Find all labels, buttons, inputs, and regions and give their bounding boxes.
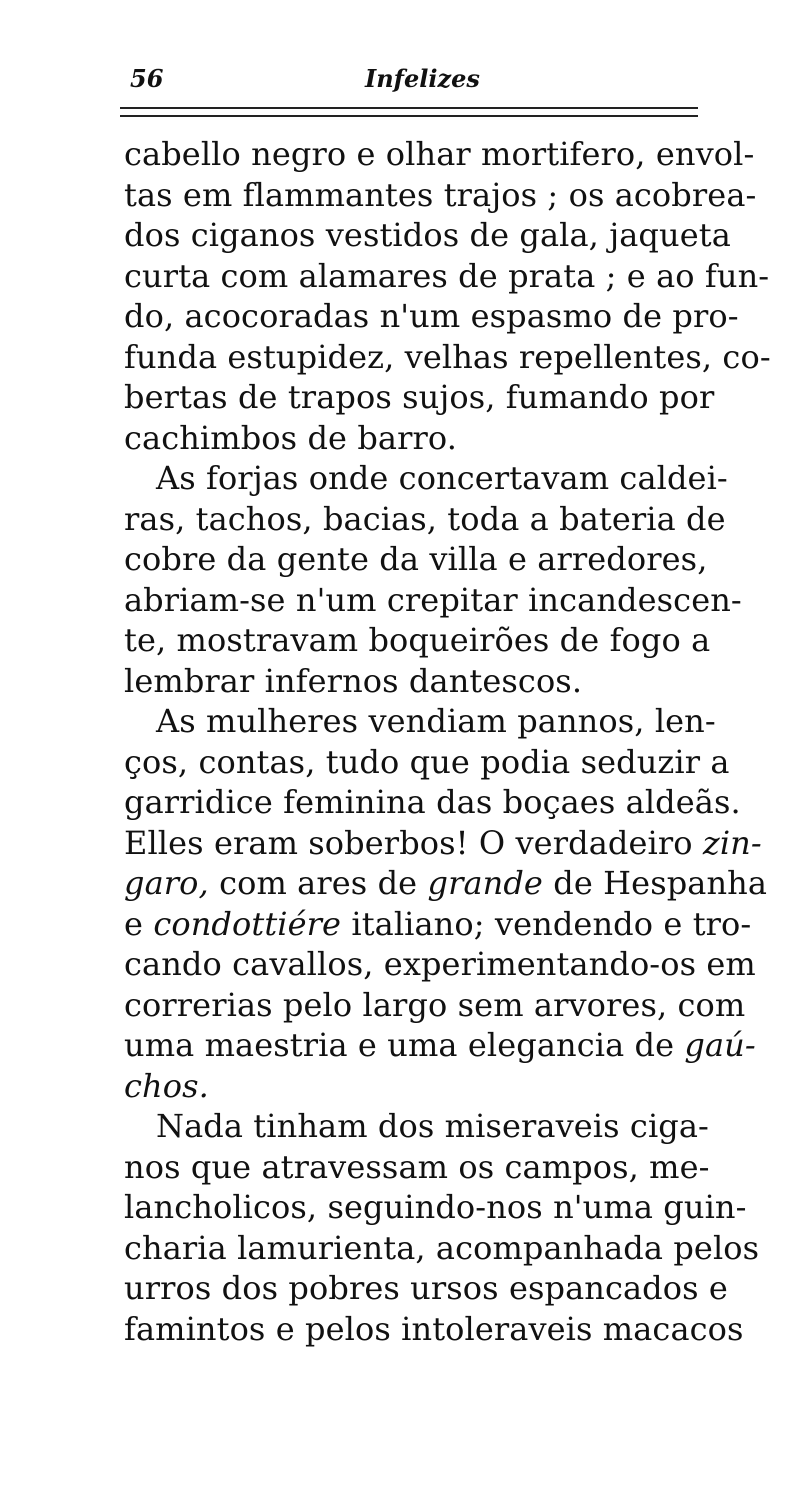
text-line: famintos e pelos intoleraveis macacos: [124, 1309, 744, 1348]
text-line: [124, 1025, 756, 1066]
text-line: Nada tinham dos miseraveis ciga-: [156, 1107, 709, 1145]
text-line: As mulheres vendiam pannos, len-: [156, 702, 716, 740]
header-rule-bottom: [120, 115, 698, 117]
text-line: nos que atravessam os campos, me-: [124, 1147, 710, 1186]
text-run: de Hespanha: [542, 864, 768, 902]
text-line: ras, tachos, bacias, toda a bateria de: [124, 499, 726, 538]
italic-word: zin-: [702, 823, 762, 862]
text-line: abriam-se n'um crepitar incandescen-: [124, 580, 742, 619]
text-line: bertas de trapos sujos, fumando por: [124, 378, 715, 416]
text-line: [124, 904, 752, 945]
text-line: urros dos pobres ursos espancados e: [124, 1269, 728, 1307]
italic-word: garo,: [124, 864, 209, 902]
text-line: curta com alamares de prata ; e ao fun-: [124, 256, 770, 295]
text-line: garridice feminina das boçaes aldeãs.: [124, 783, 741, 821]
text-line: [124, 1066, 700, 1107]
text-line: funda estupidez, velhas repellentes, co-: [124, 337, 771, 376]
text-run: uma maestria e uma elegancia de: [124, 1026, 685, 1064]
italic-word: gaú-: [684, 1026, 756, 1064]
text-line: [124, 823, 762, 864]
text-line: correrias pelo largo sem arvores, com: [124, 985, 746, 1024]
text-run: com ares de: [208, 864, 428, 902]
text-line: cachimbos de barro.: [124, 418, 457, 457]
text-line: dos ciganos vestidos de gala, jaqueta: [124, 216, 731, 254]
header-rule-top: [120, 107, 698, 109]
text-run: e: [124, 904, 154, 943]
text-line: cando cavallos, experimentando-os em: [124, 945, 756, 983]
text-line: tas em flammantes trajos ; os acobrea-: [124, 175, 757, 214]
body-text: [124, 134, 771, 1349]
text-line: charia lamurienta, acompanhada pelos: [124, 1228, 760, 1267]
text-line: do, acocoradas n'um espasmo de pro-: [124, 297, 739, 335]
text-line: [124, 863, 768, 904]
text-run: Elles eram soberbos! O verdadeiro: [124, 823, 703, 862]
italic-word: grande: [427, 864, 543, 902]
page-header: [120, 60, 700, 100]
text-line: As forjas onde concertavam caldei-: [156, 459, 728, 497]
page-number: 56: [130, 64, 164, 93]
text-run: italiano; vendendo e tro-: [341, 904, 752, 943]
text-line: cabello negro e olhar mortifero, envol-: [124, 135, 755, 173]
text-line: lembrar infernos dantescos.: [124, 661, 583, 700]
text-line: te, mostravam boqueirões de fogo a: [124, 621, 711, 659]
italic-word: chos.: [124, 1066, 209, 1105]
italic-word: condottiére: [153, 904, 342, 943]
text-line: lancholicos, seguindo-nos n'uma guin-: [124, 1188, 747, 1226]
text-line: ços, contas, tudo que podia seduzir a: [124, 742, 730, 781]
running-title: Infelizes: [365, 64, 480, 93]
text-line: cobre da gente da villa e arredores,: [124, 540, 708, 578]
